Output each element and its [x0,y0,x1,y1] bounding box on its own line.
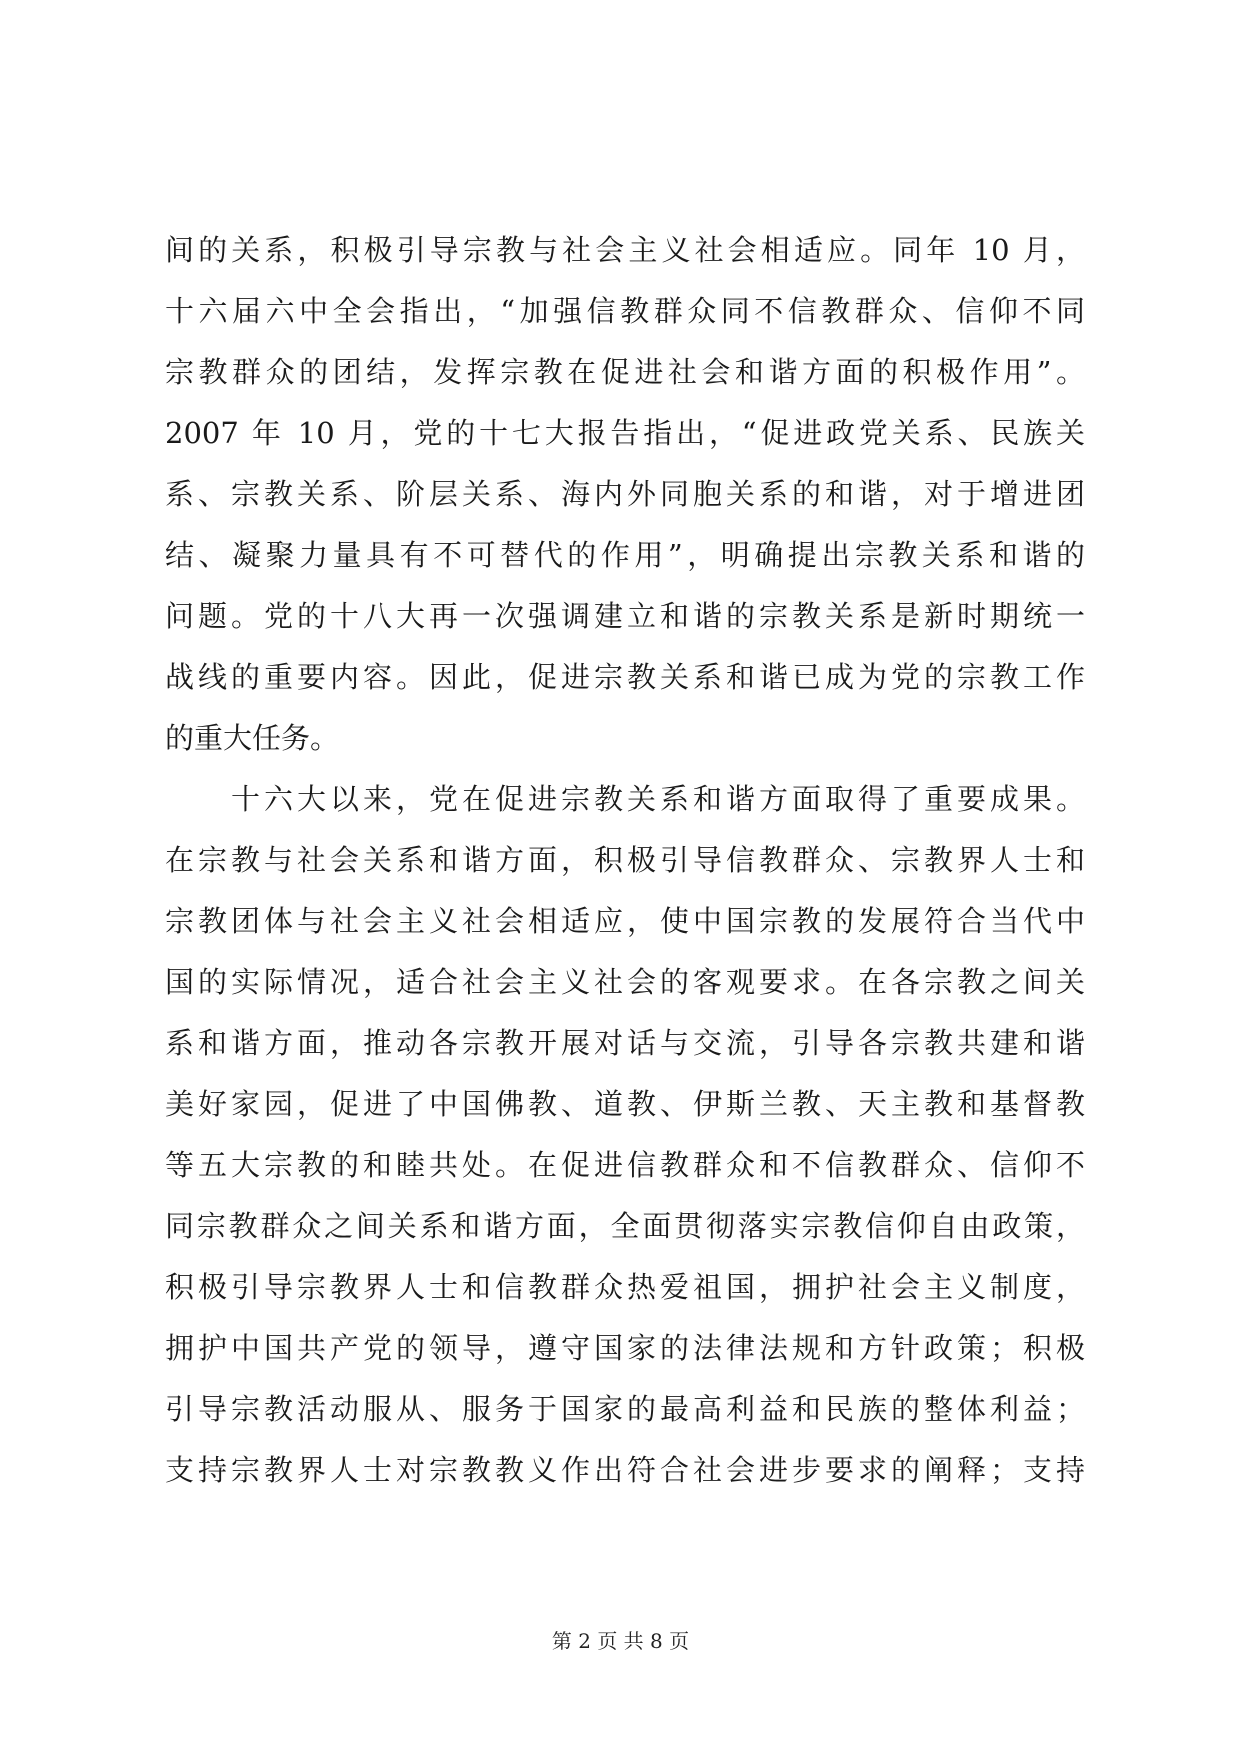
paragraph-line: 系和谐方面，推动各宗教开展对话与交流，引导各宗教共建和谐 [165,1026,1085,1060]
paragraph-line: 战线的重要内容。因此，促进宗教关系和谐已成为党的宗教工作 [165,660,1085,694]
paragraph-line: 国的实际情况，适合社会主义社会的客观要求。在各宗教之间关 [165,965,1085,999]
document-body [165,220,1085,1501]
paragraph-line: 宗教群众的团结，发挥宗教在促进社会和谐方面的积极作用”。 [165,355,1085,389]
paragraph-line: 拥护中国共产党的领导，遵守国家的法律法规和方针政策；积极 [165,1331,1085,1365]
paragraph-first-line: 十六大以来，党在促进宗教关系和谐方面取得了重要成果。 [231,782,1085,816]
paragraph-line: 2007 年 10 月，党的十七大报告指出，“促进政党关系、民族关 [165,416,1085,450]
paragraph-line: 结、凝聚力量具有不可替代的作用”，明确提出宗教关系和谐的 [165,538,1085,572]
paragraph-line: 系、宗教关系、阶层关系、海内外同胞关系的和谐，对于增进团 [165,477,1085,511]
paragraph-line: 十六届六中全会指出，“加强信教群众同不信教群众、信仰不同 [165,294,1085,328]
paragraph-line: 美好家园，促进了中国佛教、道教、伊斯兰教、天主教和基督教 [165,1087,1085,1121]
paragraph-line: 同宗教群众之间关系和谐方面，全面贯彻落实宗教信仰自由政策， [165,1209,1085,1243]
paragraph-line: 积极引导宗教界人士和信教群众热爱祖国，拥护社会主义制度， [165,1270,1085,1304]
page-number-footer: 第 2 页 共 8 页 [551,1629,690,1653]
paragraph-line: 问题。党的十八大再一次强调建立和谐的宗教关系是新时期统一 [165,599,1085,633]
paragraph-line: 引导宗教活动服从、服务于国家的最高利益和民族的整体利益； [165,1392,1085,1426]
paragraph-line: 宗教团体与社会主义社会相适应，使中国宗教的发展符合当代中 [165,904,1085,938]
paragraph-line: 在宗教与社会关系和谐方面，积极引导信教群众、宗教界人士和 [165,843,1085,877]
paragraph-line: 等五大宗教的和睦共处。在促进信教群众和不信教群众、信仰不 [165,1148,1085,1182]
paragraph-line: 支持宗教界人士对宗教教义作出符合社会进步要求的阐释；支持 [165,1453,1085,1487]
paragraph-line: 间的关系，积极引导宗教与社会主义社会相适应。同年 10 月， [165,233,1085,267]
paragraph-line: 的重大任务。 [165,721,340,755]
